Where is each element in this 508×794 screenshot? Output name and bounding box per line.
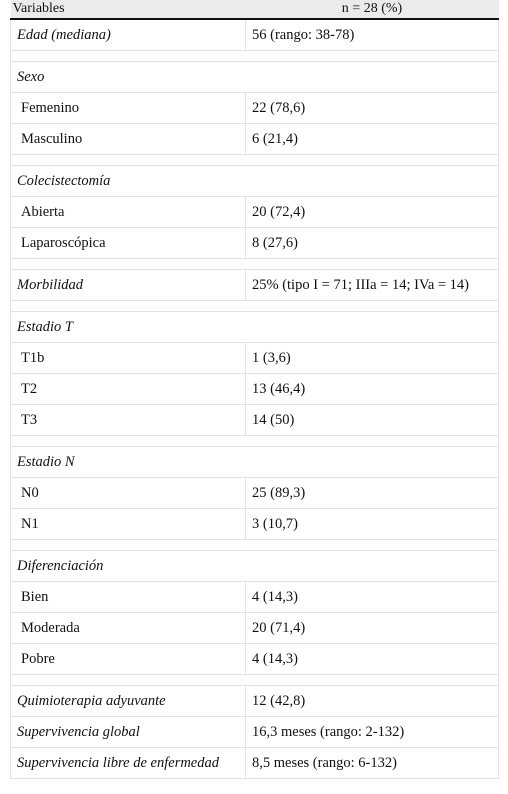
spacer-cell <box>11 436 499 447</box>
row-value: 16,3 meses (rango: 2-132) <box>246 717 499 748</box>
row-value: 1 (3,6) <box>246 343 499 374</box>
row-value: 6 (21,4) <box>246 124 499 155</box>
spacer-cell <box>11 540 499 551</box>
row-value: 8 (27,6) <box>246 228 499 259</box>
spacer-row <box>11 259 499 270</box>
table-row <box>11 613 499 644</box>
spacer-row <box>11 436 499 447</box>
spacer-cell <box>11 675 499 686</box>
row-value: 13 (46,4) <box>246 374 499 405</box>
section-row <box>11 62 499 93</box>
row-label: Edad (mediana) <box>11 19 246 51</box>
row-label: Morbilidad <box>11 270 246 301</box>
row-label: Abierta <box>11 197 246 228</box>
spacer-cell <box>11 301 499 312</box>
row-label: Supervivencia libre de enfermedad <box>11 748 246 779</box>
header-row <box>11 0 499 19</box>
spacer-row <box>11 675 499 686</box>
row-value: 20 (72,4) <box>246 197 499 228</box>
row-value: 8,5 meses (rango: 6-132) <box>246 748 499 779</box>
table-header <box>11 0 499 19</box>
section-label: Sexo <box>11 62 499 93</box>
row-value: 4 (14,3) <box>246 582 499 613</box>
spacer-cell <box>11 155 499 166</box>
table-row <box>11 374 499 405</box>
section-label: Colecistectomía <box>11 166 499 197</box>
row-value: 12 (42,8) <box>246 686 499 717</box>
row-label: Femenino <box>11 93 246 124</box>
row-label: N1 <box>11 509 246 540</box>
row-value: 25 (89,3) <box>246 478 499 509</box>
table-row <box>11 582 499 613</box>
row-label: Supervivencia global <box>11 717 246 748</box>
table-row <box>11 478 499 509</box>
row-value: 56 (rango: 38-78) <box>246 19 499 51</box>
row-label: Laparoscópica <box>11 228 246 259</box>
table-row <box>11 509 499 540</box>
patient-characteristics-table <box>10 0 499 779</box>
section-row <box>11 166 499 197</box>
table-row <box>11 228 499 259</box>
spacer-row <box>11 155 499 166</box>
table-row <box>11 748 499 779</box>
section-row <box>11 447 499 478</box>
row-label: Masculino <box>11 124 246 155</box>
table-row <box>11 644 499 675</box>
table-row <box>11 124 499 155</box>
table-row <box>11 270 499 301</box>
row-label: Bien <box>11 582 246 613</box>
spacer-row <box>11 51 499 62</box>
row-label: T2 <box>11 374 246 405</box>
row-value: 14 (50) <box>246 405 499 436</box>
row-label: N0 <box>11 478 246 509</box>
table-row <box>11 19 499 51</box>
section-label: Estadio T <box>11 312 499 343</box>
row-value: 3 (10,7) <box>246 509 499 540</box>
row-value: 25% (tipo I = 71; IIIa = 14; IVa = 14) <box>246 270 499 301</box>
spacer-row <box>11 540 499 551</box>
row-value: 22 (78,6) <box>246 93 499 124</box>
row-label: Quimioterapia adyuvante <box>11 686 246 717</box>
section-label: Estadio N <box>11 447 499 478</box>
header-variables: Variables <box>11 0 246 19</box>
section-label: Diferenciación <box>11 551 499 582</box>
spacer-cell <box>11 51 499 62</box>
spacer-row <box>11 301 499 312</box>
row-label: T3 <box>11 405 246 436</box>
table-container <box>10 0 508 779</box>
row-value: 20 (71,4) <box>246 613 499 644</box>
table-row <box>11 197 499 228</box>
row-value: 4 (14,3) <box>246 644 499 675</box>
table-row <box>11 717 499 748</box>
table-row <box>11 343 499 374</box>
table-row <box>11 405 499 436</box>
spacer-cell <box>11 259 499 270</box>
table-row <box>11 686 499 717</box>
header-count: n = 28 (%) <box>246 0 499 19</box>
row-label: T1b <box>11 343 246 374</box>
table-row <box>11 93 499 124</box>
section-row <box>11 551 499 582</box>
row-label: Moderada <box>11 613 246 644</box>
row-label: Pobre <box>11 644 246 675</box>
section-row <box>11 312 499 343</box>
table-body <box>11 19 499 779</box>
